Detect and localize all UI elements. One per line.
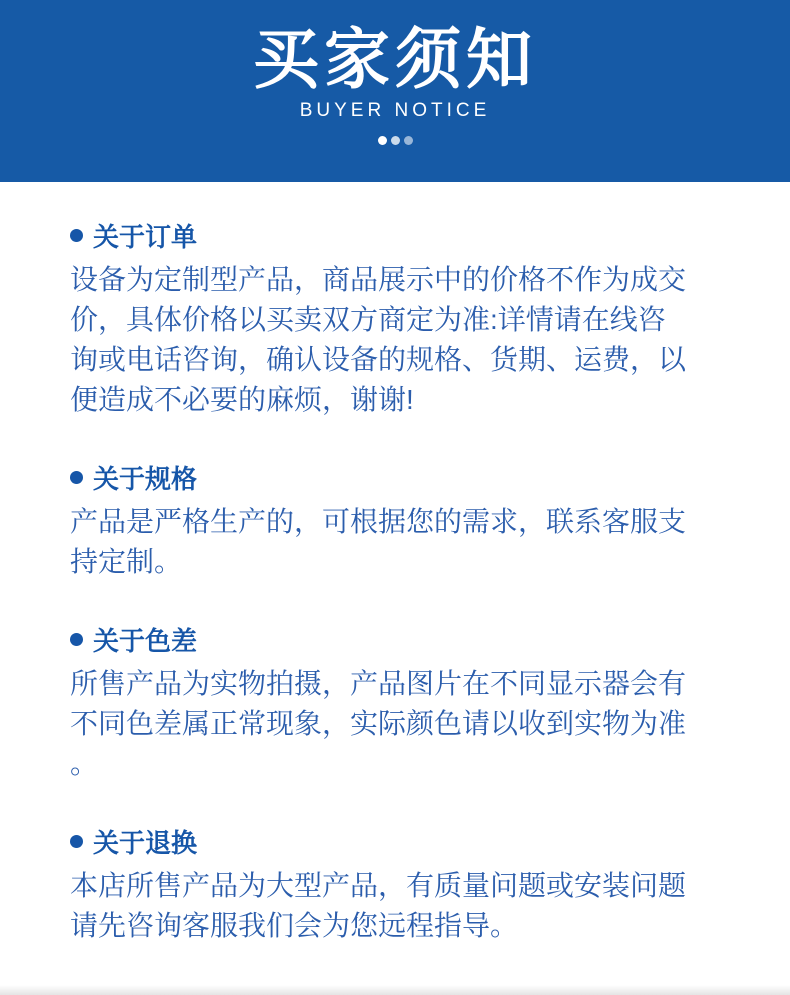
bullet-icon [70, 229, 83, 242]
dot-icon [391, 136, 400, 145]
section-body-text: 所售产品为实物拍摄，产品图片在不同显示器会有不同色差属正常现象，实际颜色请以收到实物为准。 [70, 668, 687, 779]
bullet-icon [70, 471, 83, 484]
dot-icon [404, 136, 413, 145]
section-heading [70, 218, 690, 252]
section-specifications [70, 460, 690, 582]
bottom-shadow [0, 985, 790, 995]
section-body-text: 设备为定制型产品，商品展示中的价格不作为成交价，具体价格以买卖双方商定为准:详情请在线咨询或电话咨询，确认设备的规格、货期、运费，以便造成不必要的麻烦，谢谢! [70, 264, 687, 415]
page-title: 买家须知 [253, 22, 537, 96]
section-heading [70, 622, 690, 656]
section-orders [70, 218, 690, 420]
page-subtitle: BUYER NOTICE [299, 100, 491, 122]
bullet-icon [70, 633, 83, 646]
notice-content [70, 182, 690, 946]
section-heading [70, 824, 690, 858]
section-heading [70, 460, 690, 494]
section-heading-label: 关于订单 [93, 221, 198, 252]
section-color-difference [70, 622, 690, 784]
section-heading-label: 关于退换 [93, 827, 198, 858]
section-body-text: 产品是严格生产的，可根据您的需求，联系客服支持定制。 [70, 506, 687, 577]
section-body-text: 本店所售产品为大型产品，有质量问题或安装问题请先咨询客服我们会为您远程指导。 [70, 870, 687, 941]
section-heading-label: 关于规格 [93, 463, 198, 494]
dot-icon [378, 136, 387, 145]
section-returns [70, 824, 690, 946]
section-heading-label: 关于色差 [93, 625, 198, 656]
bullet-icon [70, 835, 83, 848]
dots-indicator [0, 136, 790, 145]
banner [0, 0, 790, 182]
